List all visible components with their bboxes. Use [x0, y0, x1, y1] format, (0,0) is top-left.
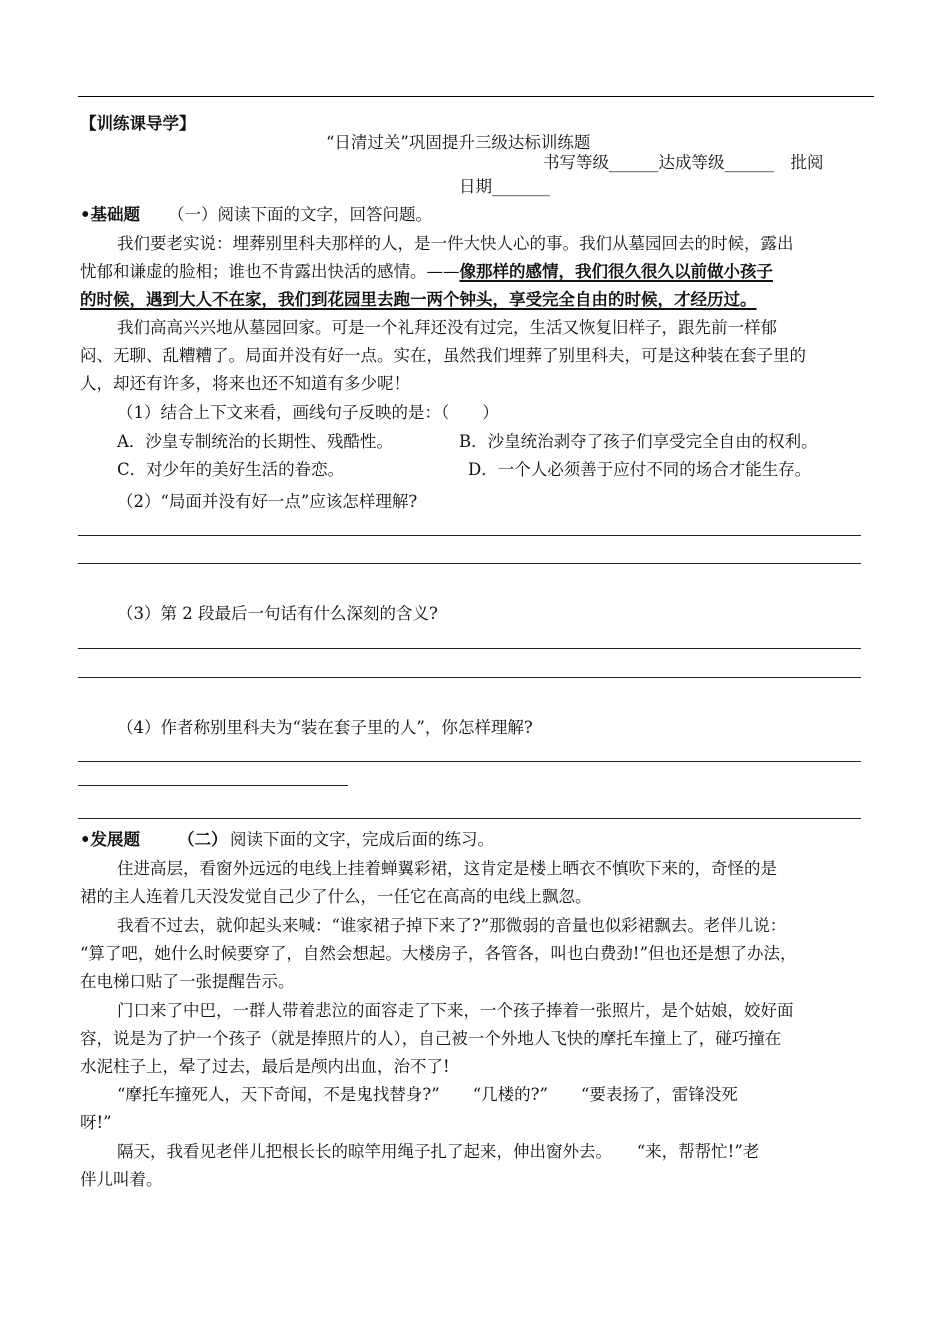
- grade-line: 书写等级______达成等级______ 批阅: [543, 153, 824, 172]
- answer-line[interactable]: [78, 761, 861, 762]
- passage-line: 我看不过去，就仰起头来喊：“谁家裙子掉下来了?”那微弱的音量也似彩裙飘去。老伴儿说：: [117, 916, 787, 935]
- passage-line: 呀!”: [80, 1113, 112, 1132]
- option-c: C．对少年的美好生活的眷恋。: [117, 460, 345, 479]
- passage-line: 我们高高兴兴地从墓园回家。可是一个礼拜还没有过完，生活又恢复旧样子，跟先前一样郁: [117, 318, 777, 337]
- section-label-basic: •基础题: [80, 205, 141, 224]
- passage-line: 水泥柱子上，晕了过去，最后是颅内出血，治不了!: [80, 1057, 450, 1076]
- passage-line: 伴儿叫着。: [80, 1170, 163, 1189]
- section-tag: 【训练课导学】: [80, 114, 196, 133]
- answer-line[interactable]: [78, 648, 861, 649]
- passage-line: 住进高层，看窗外远远的电线上挂着蝉翼彩裙，这肯定是楼上晒衣不慎吹下来的，奇怪的是: [117, 859, 777, 878]
- section-instruction-development: 阅读下面的文字，完成后面的练习。: [230, 830, 494, 849]
- passage-line: “算了吧，她什么时候要穿了，自然会想起。大楼房子，各管各，叫也白费劲!”但也还是想了办法，: [80, 944, 797, 963]
- passage-line: 闷、无聊、乱糟糟了。局面并没有好一点。实在，虽然我们埋葬了别里科夫，可是这种装在套子里的: [80, 346, 806, 365]
- passage-line: 门口来了中巴，一群人带着悲泣的面容走了下来，一个孩子捧着一张照片，是个姑娘，姣好面: [117, 1001, 794, 1020]
- answer-line[interactable]: [78, 563, 861, 564]
- date-line: 日期_______: [459, 177, 550, 196]
- passage-line: 我们要老实说：埋葬别里科夫那样的人，是一件大快人心的事。我们从墓园回去的时候，露出: [117, 234, 794, 253]
- passage-line: 容，说是为了护一个孩子（就是捧照片的人），自己被一个外地人飞快的摩托车撞上了，碰巧撞在: [80, 1029, 782, 1048]
- section-label-development: •发展题: [80, 830, 141, 849]
- section-divider: [78, 818, 861, 819]
- answer-line[interactable]: [78, 785, 348, 786]
- passage-line: 在电梯口贴了一张提醒告示。: [80, 972, 295, 991]
- passage-text: 忧郁和谦虚的脸相；谁也不肯露出快活的感情。——: [80, 262, 460, 281]
- option-b: B．沙皇统治剥夺了孩子们享受完全自由的权利。: [459, 432, 818, 451]
- question-3: （3）第 2 段最后一句话有什么深刻的含义?: [117, 604, 438, 623]
- passage-line: 人，却还有许多，将来也还不知道有多少呢！: [80, 374, 410, 393]
- passage-line: [80, 262, 773, 282]
- option-a: A．沙皇专制统治的长期性、残酷性。: [117, 432, 393, 451]
- passage-line: 隔天，我看见老伴儿把根长长的晾竿用绳子扎了起来，伸出窗外去。 “来，帮帮忙!”老: [117, 1142, 760, 1161]
- section-instruction-basic: （一）阅读下面的文字，回答问题。: [168, 205, 432, 224]
- question-4: （4）作者称别里科夫为“装在套子里的人”，你怎样理解?: [117, 718, 533, 737]
- page-title: “日清过关”巩固提升三级达标训练题: [326, 133, 591, 152]
- answer-line[interactable]: [78, 535, 861, 536]
- underlined-sentence: 的时候，遇到大人不在家，我们到花园里去跑一两个钟头，享受完全自由的时候，才经历过。: [80, 290, 757, 309]
- passage-line: “摩托车撞死人，天下奇闻，不是鬼找替身?” “几楼的?” “要表扬了，雷锋没死: [117, 1085, 738, 1104]
- question-2: （2）“局面并没有好一点”应该怎样理解?: [117, 492, 418, 511]
- underlined-sentence: 像那样的感情，我们很久很久以前做小孩子: [459, 262, 773, 281]
- passage-line: 裙的主人连着几天没发觉自己少了什么，一任它在高高的电线上飘忽。: [80, 887, 592, 906]
- question-1: （1）结合上下文来看，画线句子反映的是：（ ）: [117, 403, 499, 422]
- answer-line[interactable]: [78, 677, 861, 678]
- section-number: （二）: [178, 830, 228, 849]
- top-rule: [78, 96, 874, 97]
- option-d: D．一个人必须善于应付不同的场合才能生存。: [468, 460, 812, 479]
